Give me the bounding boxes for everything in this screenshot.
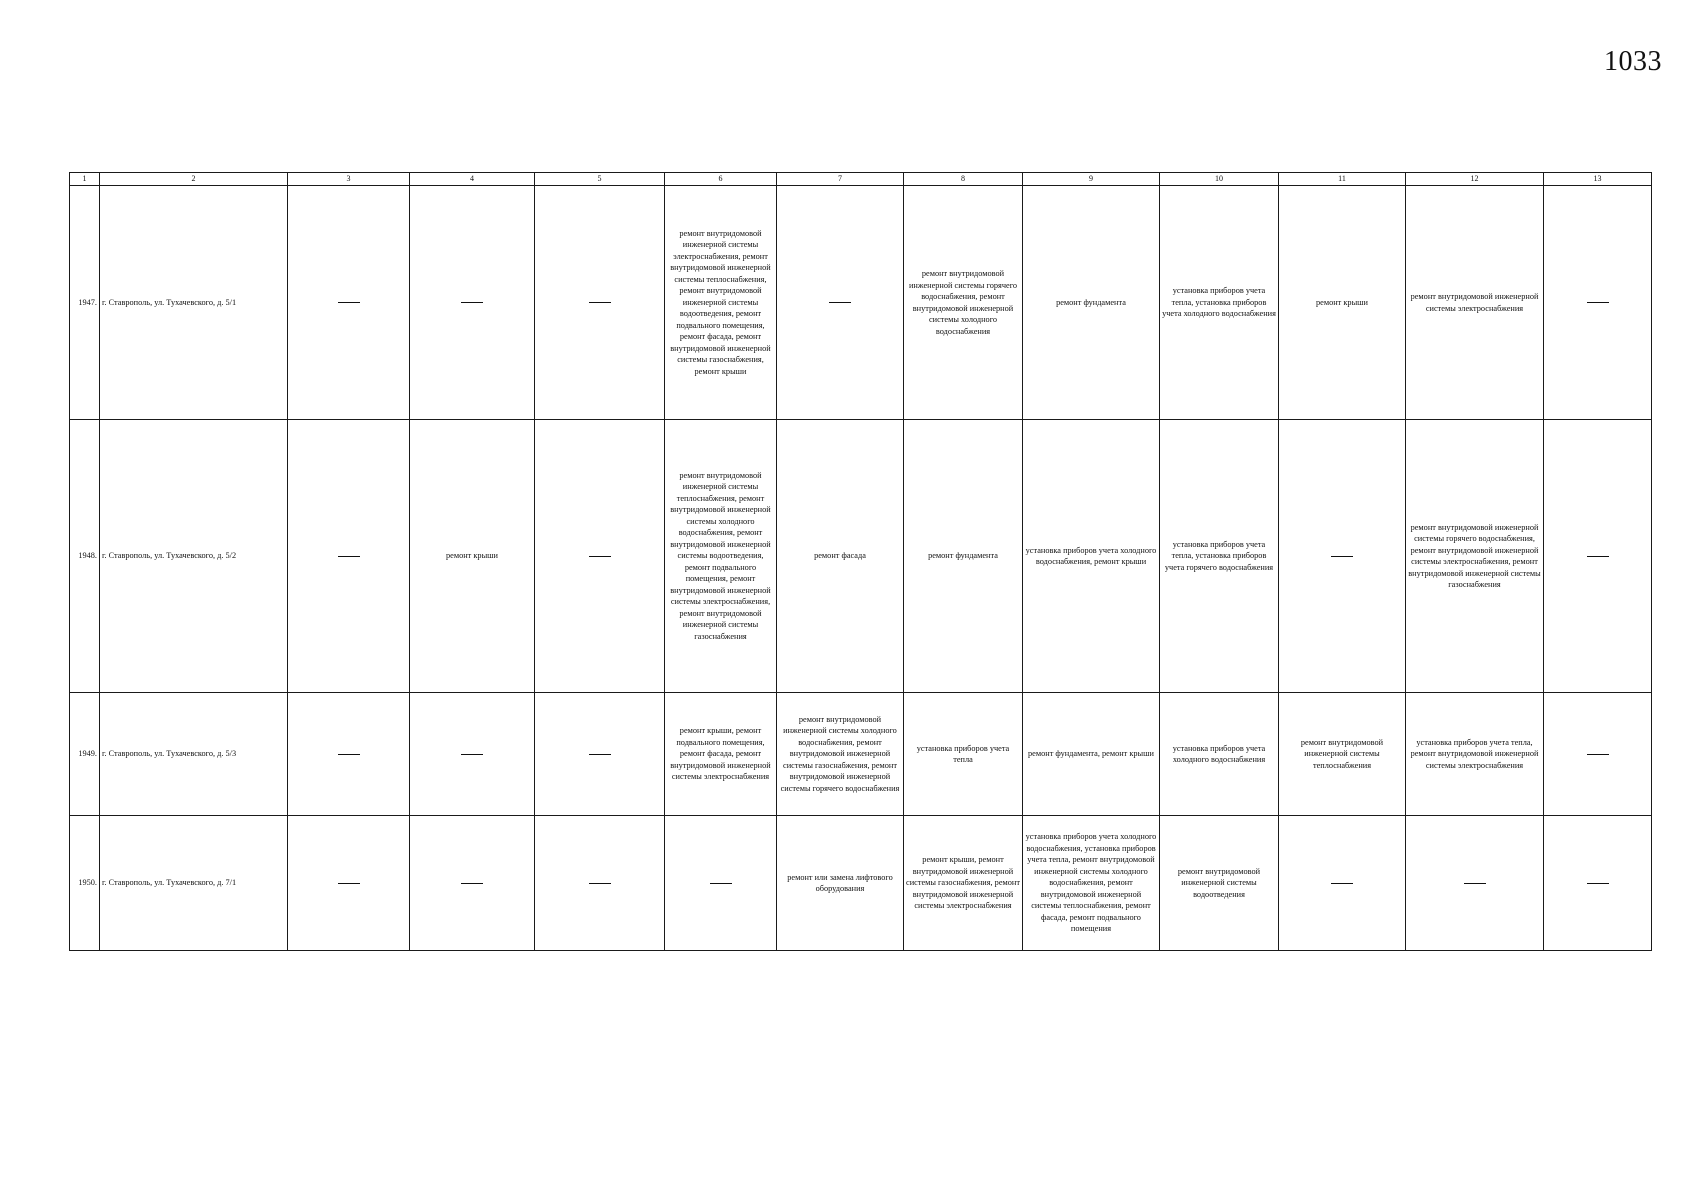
table-cell: установка приборов учета тепла, ремонт внутридомовой инженерной системы электроснабжения: [1406, 693, 1544, 816]
table-cell: [410, 186, 535, 420]
column-header: 8: [904, 173, 1023, 186]
table-cell: установка приборов учета тепла: [904, 693, 1023, 816]
table-cell: [288, 420, 410, 693]
row-address: г. Ставрополь, ул. Тухачевского, д. 5/2: [100, 420, 288, 693]
column-header: 3: [288, 173, 410, 186]
column-header: 7: [777, 173, 904, 186]
table-cell: [1279, 816, 1406, 951]
empty-dash-mark: [1331, 556, 1353, 557]
empty-dash-mark: [589, 556, 611, 557]
table-row: [70, 420, 1652, 693]
table-cell: [288, 186, 410, 420]
table-cell: [1544, 420, 1652, 693]
row-number: 1948.: [70, 420, 100, 693]
row-address: г. Ставрополь, ул. Тухачевского, д. 7/1: [100, 816, 288, 951]
table-cell: ремонт фундамента: [904, 420, 1023, 693]
table-cell: ремонт или замена лифтового оборудования: [777, 816, 904, 951]
empty-dash-mark: [461, 302, 483, 303]
table-cell: [410, 693, 535, 816]
table-cell: ремонт внутридомовой инженерной системы горячего водоснабжения, ремонт внутридомовой инженерной системы электроснабжения, ремонт внутридомовой инженерной системы газоснабжения: [1406, 420, 1544, 693]
empty-dash-mark: [589, 754, 611, 755]
table-cell: установка приборов учета холодного водоснабжения: [1160, 693, 1279, 816]
table-cell: [535, 816, 665, 951]
empty-dash-mark: [1587, 883, 1609, 884]
table-cell: ремонт крыши: [1279, 186, 1406, 420]
table-cell: [665, 816, 777, 951]
table-cell: ремонт внутридомовой инженерной системы теплоснабжения: [1279, 693, 1406, 816]
row-address: г. Ставрополь, ул. Тухачевского, д. 5/3: [100, 693, 288, 816]
table-row: [70, 816, 1652, 951]
table-row: [70, 693, 1652, 816]
table-cell: ремонт внутридомовой инженерной системы холодного водоснабжения, ремонт внутридомовой инженерной системы газоснабжения, ремонт внутридомовой инженерной системы горячего водоснабжения: [777, 693, 904, 816]
table-cell: [1544, 186, 1652, 420]
empty-dash-mark: [338, 754, 360, 755]
column-header: 11: [1279, 173, 1406, 186]
column-header: 10: [1160, 173, 1279, 186]
empty-dash-mark: [1587, 302, 1609, 303]
row-address: г. Ставрополь, ул. Тухачевского, д. 5/1: [100, 186, 288, 420]
empty-dash-mark: [338, 556, 360, 557]
table-cell: [288, 816, 410, 951]
column-header: 6: [665, 173, 777, 186]
page-number: 1033: [1604, 46, 1662, 77]
table-cell: [535, 186, 665, 420]
row-number: 1949.: [70, 693, 100, 816]
column-header: 4: [410, 173, 535, 186]
table-cell: ремонт внутридомовой инженерной системы теплоснабжения, ремонт внутридомовой инженерной системы холодного водоснабжения, ремонт внутридомовой инженерной системы водоотведения, ремонт подвального помещения, ремонт внутридомовой инженерной системы электроснабжения, ремонт внутридомовой инженерной системы газоснабжения: [665, 420, 777, 693]
table-cell: [777, 186, 904, 420]
column-header: 9: [1023, 173, 1160, 186]
empty-dash-mark: [1331, 883, 1353, 884]
empty-dash-mark: [461, 754, 483, 755]
empty-dash-mark: [589, 883, 611, 884]
row-number: 1950.: [70, 816, 100, 951]
empty-dash-mark: [1464, 883, 1486, 884]
table-cell: ремонт крыши: [410, 420, 535, 693]
table-cell: [1279, 420, 1406, 693]
table-cell: [410, 816, 535, 951]
column-header: 1: [70, 173, 100, 186]
table-cell: [1544, 693, 1652, 816]
table-cell: ремонт фундамента: [1023, 186, 1160, 420]
table-cell: [535, 420, 665, 693]
table-cell: ремонт внутридомовой инженерной системы электроснабжения, ремонт внутридомовой инженерной системы теплоснабжения, ремонт внутридомовой инженерной системы водоотведения, ремонт подвального помещения, ремонт фасада, ремонт внутридомовой инженерной системы газоснабжения, ремонт крыши: [665, 186, 777, 420]
capital-repair-table: [69, 172, 1652, 951]
table-cell: ремонт крыши, ремонт подвального помещения, ремонт фасада, ремонт внутридомовой инженерной системы электроснабжения: [665, 693, 777, 816]
table-cell: установка приборов учета тепла, установка приборов учета холодного водоснабжения: [1160, 186, 1279, 420]
table-cell: [1406, 816, 1544, 951]
table-cell: ремонт фасада: [777, 420, 904, 693]
empty-dash-mark: [589, 302, 611, 303]
empty-dash-mark: [1587, 556, 1609, 557]
table-row: [70, 186, 1652, 420]
empty-dash-mark: [338, 302, 360, 303]
empty-dash-mark: [338, 883, 360, 884]
empty-dash-mark: [461, 883, 483, 884]
row-number: 1947.: [70, 186, 100, 420]
table-cell: установка приборов учета тепла, установка приборов учета горячего водоснабжения: [1160, 420, 1279, 693]
table-cell: ремонт внутридомовой инженерной системы электроснабжения: [1406, 186, 1544, 420]
column-header: 5: [535, 173, 665, 186]
table-cell: ремонт внутридомовой инженерной системы водоотведения: [1160, 816, 1279, 951]
table-cell: [535, 693, 665, 816]
table-cell: ремонт крыши, ремонт внутридомовой инженерной системы газоснабжения, ремонт внутридомовой инженерной системы электроснабжения: [904, 816, 1023, 951]
column-header: 12: [1406, 173, 1544, 186]
header-row: [70, 173, 1652, 186]
table-cell: [288, 693, 410, 816]
table-cell: установка приборов учета холодного водоснабжения, установка приборов учета тепла, ремонт внутридомовой инженерной системы холодного водоснабжения, ремонт внутридомовой инженерной системы теплоснабжения, ремонт фасада, ремонт подвального помещения: [1023, 816, 1160, 951]
empty-dash-mark: [710, 883, 732, 884]
column-header: 2: [100, 173, 288, 186]
column-header: 13: [1544, 173, 1652, 186]
empty-dash-mark: [829, 302, 851, 303]
table-cell: ремонт фундамента, ремонт крыши: [1023, 693, 1160, 816]
table-cell: установка приборов учета холодного водоснабжения, ремонт крыши: [1023, 420, 1160, 693]
table-cell: ремонт внутридомовой инженерной системы горячего водоснабжения, ремонт внутридомовой инженерной системы холодного водоснабжения: [904, 186, 1023, 420]
table-cell: [1544, 816, 1652, 951]
empty-dash-mark: [1587, 754, 1609, 755]
